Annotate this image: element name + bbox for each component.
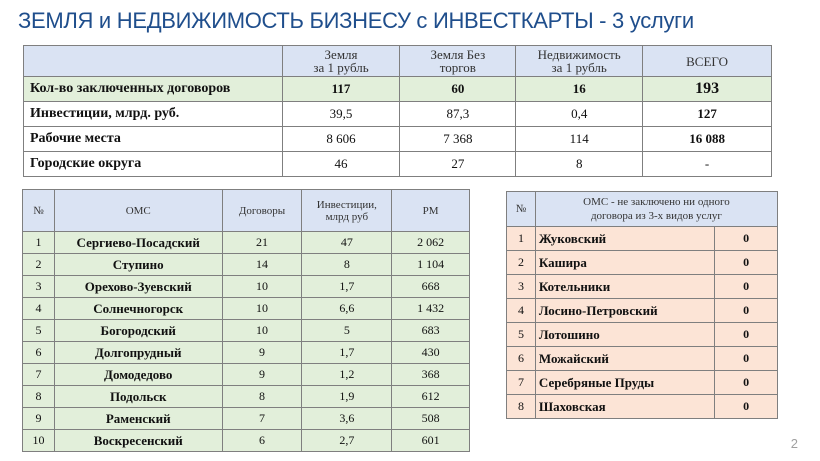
oms-name: Жуковский xyxy=(535,227,714,251)
summary-table xyxy=(23,45,772,177)
summary-cell-total: 16 088 xyxy=(643,127,772,152)
row-number: 8 xyxy=(23,386,55,408)
investments-cell: 1,7 xyxy=(302,276,392,298)
summary-row-label: Рабочие места xyxy=(24,127,283,152)
investments-cell: 47 xyxy=(302,232,392,254)
row-number: 1 xyxy=(23,232,55,254)
oms-name: Можайский xyxy=(535,347,714,371)
row-number: 6 xyxy=(23,342,55,364)
jobs-cell: 601 xyxy=(392,430,470,452)
summary-cell-total: - xyxy=(643,152,772,177)
oms-name: Сергиево-Посадский xyxy=(54,232,222,254)
summary-header-land-no-auction: Земля Без торгов xyxy=(400,46,516,77)
jobs-cell: 1 104 xyxy=(392,254,470,276)
header-number: № xyxy=(507,192,536,227)
oms-name: Подольск xyxy=(54,386,222,408)
row-number: 10 xyxy=(23,430,55,452)
contracts-count-cell: 0 xyxy=(715,395,778,419)
row-number: 5 xyxy=(23,320,55,342)
oms-name: Домодедово xyxy=(54,364,222,386)
contracts-count-cell: 0 xyxy=(715,323,778,347)
table-row xyxy=(23,298,470,320)
header-number: № xyxy=(23,190,55,232)
table-row xyxy=(23,320,470,342)
oms-name: Солнечногорск xyxy=(54,298,222,320)
summary-cell: 46 xyxy=(282,152,400,177)
investments-cell: 5 xyxy=(302,320,392,342)
row-number: 8 xyxy=(507,395,536,419)
contracts-count-cell: 0 xyxy=(715,275,778,299)
contracts-count-cell: 0 xyxy=(715,371,778,395)
row-number: 3 xyxy=(507,275,536,299)
contracts-count-cell: 0 xyxy=(715,299,778,323)
page-title: ЗЕМЛЯ и НЕДВИЖИМОСТЬ БИЗНЕСУ с ИНВЕСТКАРТЫ - 3 услуги xyxy=(18,8,694,33)
oms-name: Лотошино xyxy=(535,323,714,347)
table-row xyxy=(507,323,778,347)
row-number: 2 xyxy=(23,254,55,276)
jobs-cell: 683 xyxy=(392,320,470,342)
row-number: 6 xyxy=(507,347,536,371)
row-number: 4 xyxy=(23,298,55,320)
page-number: 2 xyxy=(790,436,798,451)
summary-cell: 8 606 xyxy=(282,127,400,152)
contracts-count-cell: 0 xyxy=(715,347,778,371)
table-row xyxy=(23,254,470,276)
oms-name: Ступино xyxy=(54,254,222,276)
investments-cell: 8 xyxy=(302,254,392,276)
investments-cell: 3,6 xyxy=(302,408,392,430)
jobs-cell: 368 xyxy=(392,364,470,386)
summary-row-districts xyxy=(24,152,772,177)
row-number: 4 xyxy=(507,299,536,323)
summary-header-total: ВСЕГО xyxy=(643,46,772,77)
investments-cell: 1,7 xyxy=(302,342,392,364)
summary-cell: 16 xyxy=(516,77,643,102)
oms-name: Котельники xyxy=(535,275,714,299)
table-row xyxy=(507,395,778,419)
row-number: 3 xyxy=(23,276,55,298)
top-districts-header-row xyxy=(23,190,470,232)
header-oms-no-contracts: ОМС - не заключено ни одного договора из 3-х видов услуг xyxy=(535,192,777,227)
oms-name: Серебряные Пруды xyxy=(535,371,714,395)
oms-name: Богородский xyxy=(54,320,222,342)
oms-name: Долгопрудный xyxy=(54,342,222,364)
table-row xyxy=(23,342,470,364)
contracts-count-cell: 0 xyxy=(715,227,778,251)
top-districts-table xyxy=(22,189,470,452)
summary-cell: 39,5 xyxy=(282,102,400,127)
investments-cell: 2,7 xyxy=(302,430,392,452)
row-number: 7 xyxy=(507,371,536,395)
oms-name: Шаховская xyxy=(535,395,714,419)
summary-row-investments xyxy=(24,102,772,127)
table-row xyxy=(507,275,778,299)
summary-cell: 8 xyxy=(516,152,643,177)
summary-cell: 117 xyxy=(282,77,400,102)
no-contracts-table xyxy=(506,191,778,419)
contracts-cell: 7 xyxy=(222,408,302,430)
jobs-cell: 2 062 xyxy=(392,232,470,254)
summary-cell: 7 368 xyxy=(400,127,516,152)
investments-cell: 1,9 xyxy=(302,386,392,408)
row-number: 1 xyxy=(507,227,536,251)
summary-cell: 60 xyxy=(400,77,516,102)
no-contracts-header-row xyxy=(507,192,778,227)
contracts-cell: 10 xyxy=(222,298,302,320)
summary-header-land: Земля за 1 рубль xyxy=(282,46,400,77)
table-row xyxy=(23,232,470,254)
summary-row-contracts xyxy=(24,77,772,102)
contracts-cell: 10 xyxy=(222,320,302,342)
table-row xyxy=(23,408,470,430)
row-number: 2 xyxy=(507,251,536,275)
jobs-cell: 668 xyxy=(392,276,470,298)
row-number: 7 xyxy=(23,364,55,386)
investments-cell: 1,2 xyxy=(302,364,392,386)
oms-name: Кашира xyxy=(535,251,714,275)
contracts-cell: 9 xyxy=(222,342,302,364)
contracts-cell: 8 xyxy=(222,386,302,408)
table-row xyxy=(507,371,778,395)
summary-row-jobs xyxy=(24,127,772,152)
contracts-cell: 9 xyxy=(222,364,302,386)
oms-name: Воскресенский xyxy=(54,430,222,452)
header-investments: Инвестиции, млрд руб xyxy=(302,190,392,232)
contracts-cell: 10 xyxy=(222,276,302,298)
table-row xyxy=(507,251,778,275)
jobs-cell: 508 xyxy=(392,408,470,430)
summary-header-blank xyxy=(24,46,283,77)
header-jobs: РМ xyxy=(392,190,470,232)
summary-cell: 87,3 xyxy=(400,102,516,127)
summary-row-label: Городские округа xyxy=(24,152,283,177)
summary-cell-total: 127 xyxy=(643,102,772,127)
jobs-cell: 1 432 xyxy=(392,298,470,320)
table-row xyxy=(23,276,470,298)
header-contracts: Договоры xyxy=(222,190,302,232)
oms-name: Раменский xyxy=(54,408,222,430)
table-row xyxy=(23,364,470,386)
oms-name: Орехово-Зуевский xyxy=(54,276,222,298)
contracts-cell: 6 xyxy=(222,430,302,452)
table-row xyxy=(507,347,778,371)
header-oms: ОМС xyxy=(54,190,222,232)
contracts-cell: 21 xyxy=(222,232,302,254)
contracts-cell: 14 xyxy=(222,254,302,276)
investments-cell: 6,6 xyxy=(302,298,392,320)
summary-header-row xyxy=(24,46,772,77)
summary-cell-total: 193 xyxy=(643,77,772,102)
summary-row-label: Инвестиции, млрд. руб. xyxy=(24,102,283,127)
jobs-cell: 612 xyxy=(392,386,470,408)
table-row xyxy=(23,430,470,452)
oms-name: Лосино-Петровский xyxy=(535,299,714,323)
summary-row-label: Кол-во заключенных договоров xyxy=(24,77,283,102)
summary-header-realty: Недвижимость за 1 рубль xyxy=(516,46,643,77)
summary-cell: 114 xyxy=(516,127,643,152)
summary-cell: 0,4 xyxy=(516,102,643,127)
table-row xyxy=(507,227,778,251)
row-number: 9 xyxy=(23,408,55,430)
jobs-cell: 430 xyxy=(392,342,470,364)
contracts-count-cell: 0 xyxy=(715,251,778,275)
summary-cell: 27 xyxy=(400,152,516,177)
table-row xyxy=(507,299,778,323)
row-number: 5 xyxy=(507,323,536,347)
table-row xyxy=(23,386,470,408)
